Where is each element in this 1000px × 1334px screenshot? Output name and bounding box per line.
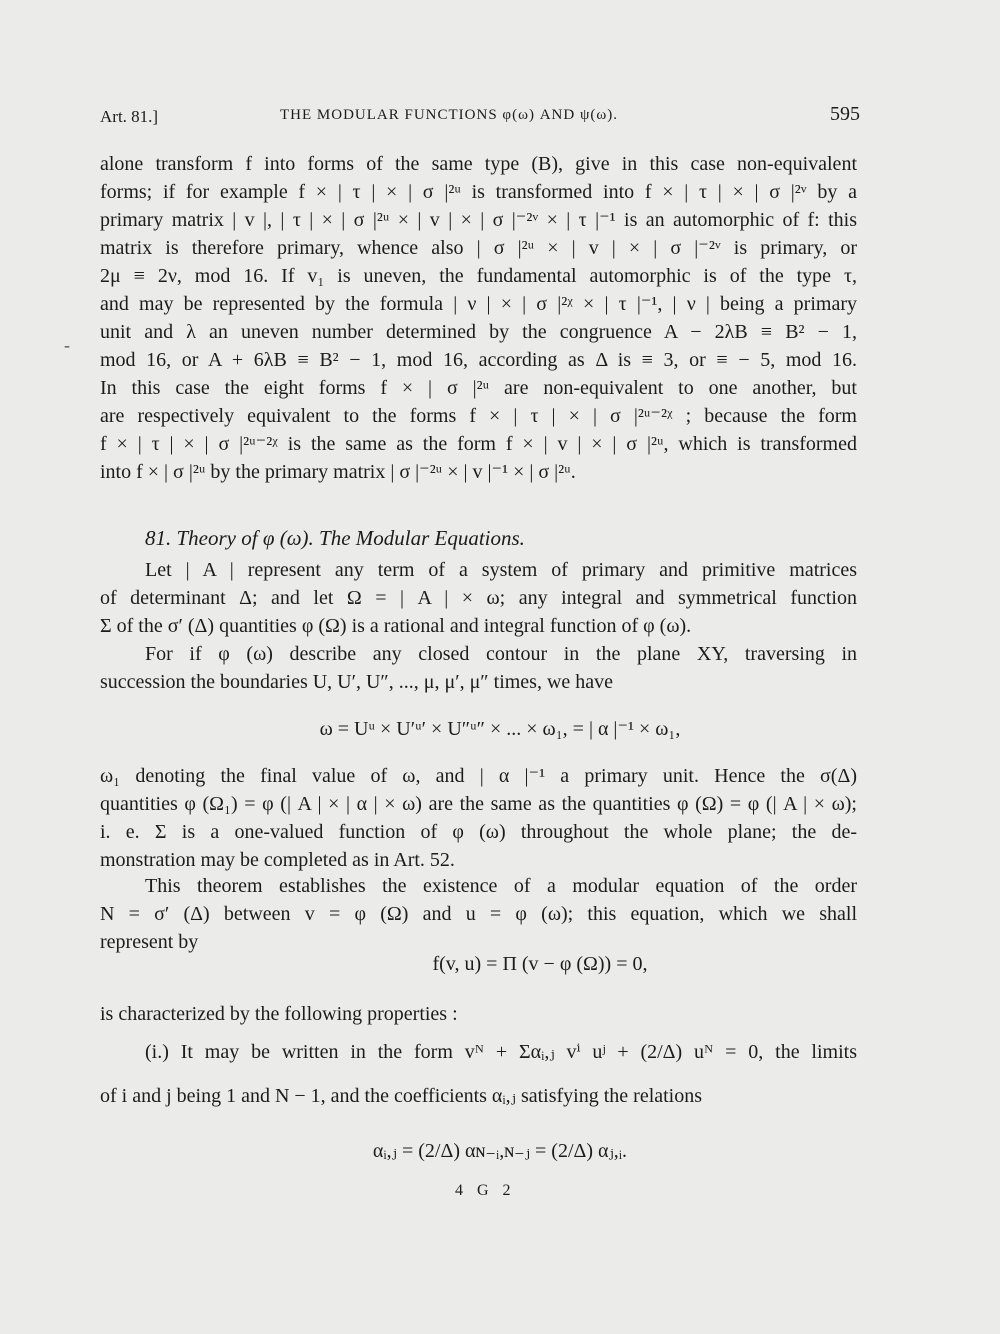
text-line: succession the boundaries U, U′, U″, ..., μ, μ′, μ″ times, we have xyxy=(100,671,614,693)
section-heading: 81. Theory of φ (ω). The Modular Equations. xyxy=(145,526,525,550)
text-line: quantities φ (Ω₁) = φ (| A | × | α | × ω) are the same as the quantities φ (Ω) = φ (| A | × ω); xyxy=(100,793,857,815)
text-line: of i and j being 1 and N − 1, and the coefficients αᵢ,ⱼ satisfying the relations xyxy=(100,1085,703,1107)
text-line: represent by xyxy=(100,931,199,953)
text-line: ω₁ denoting the final value of ω, and | α |⁻¹ a primary unit. Hence the σ(Δ) xyxy=(100,765,857,787)
text-line: unit and λ an uneven number determined by the congruence A − 2λB ≡ B² − 1, xyxy=(100,321,857,343)
text-line: and may be represented by the formula | ν | × | σ |²ᵡ × | τ |⁻¹, | ν | being a primary xyxy=(100,293,857,315)
margin-mark: - xyxy=(64,335,70,355)
text-line: monstration may be completed as in Art. 52. xyxy=(100,849,455,871)
display-equation: ω = Uᵘ × U′ᵘ′ × U″ᵘ″ × ... × ω₁, = | α |⁻¹ × ω₁, xyxy=(319,718,681,740)
text-line: alone transform f into forms of the same type (B), give in this case non-equivalent xyxy=(100,153,857,175)
text-line: (i.) It may be written in the form vᴺ + Σαᵢ,ⱼ vⁱ uʲ + (2/Δ) uᴺ = 0, the limits xyxy=(145,1041,857,1063)
running-header xyxy=(100,103,860,131)
running-title: THE MODULAR FUNCTIONS φ(ω) AND ψ(ω). xyxy=(280,107,618,123)
text-line: into f × | σ |²ᵘ by the primary matrix | σ |⁻²ᵘ × | v |⁻¹ × | σ |²ᵘ. xyxy=(100,461,576,483)
text-line: of determinant Δ; and let Ω = | A | × ω; any integral and symmetrical function xyxy=(100,587,857,609)
text-line: forms; if for example f × | τ | × | σ |²ᵘ is transformed into f × | τ | × | σ |²ᵛ by a xyxy=(100,181,857,203)
signature-mark: 4 G 2 xyxy=(455,1182,516,1199)
text-line: matrix is therefore primary, whence also | σ |²ᵘ × | v | × | σ |⁻²ᵛ is primary, or xyxy=(100,237,857,259)
text-line: are respectively equivalent to the forms f × | τ | × | σ |²ᵘ⁻²ᵡ ; because the form xyxy=(100,405,857,427)
text-line: In this case the eight forms f × | σ |²ᵘ are non-equivalent to one another, but xyxy=(100,377,857,399)
text-line: is characterized by the following properties : xyxy=(100,1003,458,1025)
display-equation: αᵢ,ⱼ = (2/Δ) αɴ₋ᵢ,ɴ₋ⱼ = (2/Δ) αⱼ,ᵢ. xyxy=(372,1140,628,1162)
article-reference: Art. 81.] xyxy=(100,107,159,126)
text-line: This theorem establishes the existence of a modular equation of the order xyxy=(145,875,857,897)
text-line: N = σ′ (Δ) between v = φ (Ω) and u = φ (ω); this equation, which we shall xyxy=(100,903,857,925)
text-line: For if φ (ω) describe any closed contour in the plane XY, traversing in xyxy=(145,643,857,665)
display-equation: f(v, u) = Π (v − φ (Ω)) = 0, xyxy=(432,953,648,975)
text-line: 2μ ≡ 2ν, mod 16. If v₁ is uneven, the fundamental automorphic is of the type τ, xyxy=(100,265,857,287)
text-line: primary matrix | v |, | τ | × | σ |²ᵘ × | v | × | σ |⁻²ᵛ × | τ |⁻¹ is an automorphic of f: this xyxy=(100,209,857,231)
text-line: i. e. Σ is a one-valued function of φ (ω) throughout the whole plane; the de- xyxy=(100,821,857,843)
text-line: Let | A | represent any term of a system of primary and primitive matrices xyxy=(145,559,857,581)
page-number: 595 xyxy=(830,103,860,125)
text-line: mod 16, or A + 6λB ≡ B² − 1, mod 16, according as Δ is ≡ 3, or ≡ − 5, mod 16. xyxy=(100,349,857,371)
text-line: f × | τ | × | σ |²ᵘ⁻²ᵡ is the same as the form f × | v | × | σ |²ᵘ, which is transformed xyxy=(100,433,857,455)
text-line: Σ of the σ′ (Δ) quantities φ (Ω) is a rational and integral function of φ (ω). xyxy=(100,615,692,637)
